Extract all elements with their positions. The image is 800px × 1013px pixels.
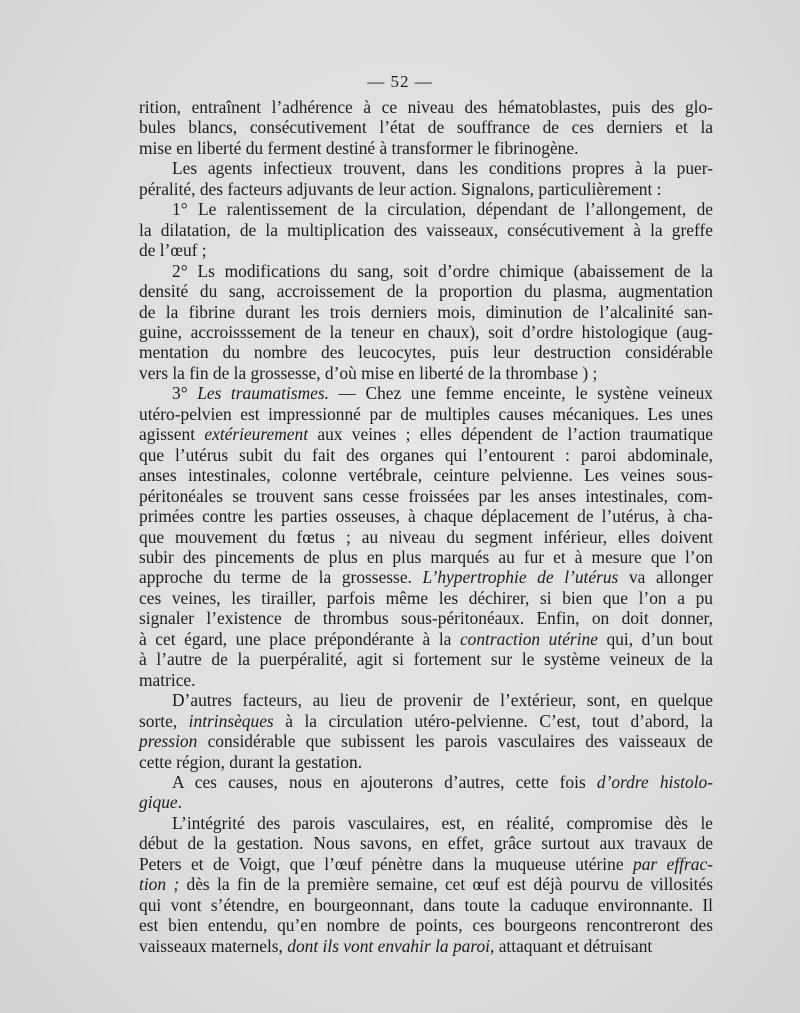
text-line: L’intégrité des parois vasculaires, est, en réalité, compromise dès le xyxy=(172,812,713,833)
text-line: est bien entendu, qu’en nombre de points, ces bourgeons rencontreront des xyxy=(139,915,713,936)
text-line: utéro-pelvien est impressionné par de multiples causes mécaniques. Les unes xyxy=(139,403,713,424)
paragraph-ordre-histologique xyxy=(139,772,713,813)
text-line: que mouvement du fœtus ; au niveau du segment inférieur, elles doivent xyxy=(139,526,713,547)
paragraph-integrite xyxy=(139,813,713,956)
text-line: de la fibrine durant les trois derniers mois, diminution de l’alcalinité san- xyxy=(139,301,713,322)
paragraph-autres-facteurs xyxy=(139,690,713,772)
text-line: 2° Ls modifications du sang, soit d’ordre chimique (abaissement de la xyxy=(172,260,713,281)
italic-phrase: pression xyxy=(139,731,198,752)
italic-phrase: par effrac- xyxy=(633,853,713,874)
text-line: à l’autre de la puerpéralité, agit si fortement sur le système veineux de la xyxy=(139,649,713,670)
italic-phrase: d’ordre histolo- xyxy=(596,771,714,792)
text-line: vers la fin de la grossesse, d’où mise en liberté de la thrombase ) ; xyxy=(139,362,598,383)
paragraph-continuation xyxy=(139,97,713,158)
text-line: début de la gestation. Nous savons, en effet, grâce surtout aux travaux de xyxy=(139,833,713,854)
paragraph-point-1 xyxy=(139,199,713,260)
italic-phrase: contraction utérine xyxy=(459,628,598,649)
italic-phrase: L’hypertrophie de l’utérus xyxy=(422,567,619,588)
italic-phrase: dont ils vont envahir la paroi, xyxy=(287,935,495,956)
paragraph-agents-infectieux xyxy=(139,158,713,199)
text-line: que l’utérus subit du fait des organes qui l’entourent : paroi abdominale, xyxy=(139,444,713,465)
text-line: la dilatation, de la multiplication des vaisseaux, consécutivement à la greffe xyxy=(139,219,713,240)
page-number: — 52 — xyxy=(367,72,433,91)
italic-phrase: tion ; xyxy=(139,874,180,895)
text-line: A ces causes, nous en ajouterons d’autres, cette fois d’ordre histolo- xyxy=(172,771,714,792)
text-line: anses intestinales, colonne vertébrale, ceinture pelvienne. Les veines sous- xyxy=(139,465,713,486)
text-line: approche du terme de la grossesse. L’hypertrophie de l’utérus va allonger xyxy=(139,567,713,588)
text-line: guine, accroisssement de la teneur en chaux), soit d’ordre histologique (aug- xyxy=(139,321,713,342)
text-line: mentation du nombre des leucocytes, puis leur destruction considérable xyxy=(139,342,713,363)
text-line: agissent extérieurement aux veines ; elles dépendent de l’action traumatique xyxy=(139,424,714,445)
body-text xyxy=(139,97,713,956)
text-line: sorte, intrinsèques à la circulation utéro-pelvienne. C’est, tout d’abord, la xyxy=(139,710,713,731)
text-line: 3° Les traumatismes. — Chez une femme enceinte, le systène veineux xyxy=(172,383,713,404)
text-line: ces veines, les tirailler, parfois même les déchirer, si bien que l’on a pu xyxy=(139,587,713,608)
paragraph-point-3 xyxy=(139,383,713,690)
italic-phrase: extérieurement xyxy=(204,424,309,445)
text-line: tion ; dès la fin de la première semaine, cet œuf est déjà pourvu de villosités xyxy=(139,874,713,895)
text-line: densité du sang, accroissement de la proportion du plasma, augmentation xyxy=(139,281,713,302)
text-line: vaisseaux maternels, dont ils vont envahir la paroi, attaquant et détruisant xyxy=(139,935,653,956)
text-line: 1° Le ralentissement de la circulation, dépendant de l’allongement, de xyxy=(172,199,713,220)
text-line: rition, entraînent l’adhérence à ce niveau des hématoblastes, puis des glo- xyxy=(139,97,713,117)
italic-phrase: gique xyxy=(139,792,178,813)
text-line: cette région, durant la gestation. xyxy=(139,751,363,772)
text-line: pression considérable que subissent les parois vasculaires des vaisseaux de xyxy=(139,731,713,752)
text-line: subir des pincements de plus en plus marqués au fur et à mesure que l’on xyxy=(139,546,713,567)
text-line: péritonéales se trouvent sans cesse froissées par les anses intestinales, com- xyxy=(139,485,713,506)
text-line: péralité, des facteurs adjuvants de leur action. Signalons, particulièrement : xyxy=(139,178,662,199)
text-line: matrice. xyxy=(139,669,196,690)
text-line: qui vont s’étendre, en bourgeonnant, dans toute la caduque environnante. Il xyxy=(139,894,713,915)
text-line: bules blancs, consécutivement l’état de souffrance de ces derniers et la xyxy=(139,117,713,138)
text-line: primées contre les parties osseuses, à chaque déplacement de l’utérus, à cha- xyxy=(139,506,713,527)
paragraph-point-2 xyxy=(139,261,713,384)
text-line: signaler l’existence de thrombus sous-péritonéaux. Enfin, on doit donner, xyxy=(139,608,713,629)
italic-phrase: Les traumatismes. xyxy=(197,383,329,404)
text-line: de l’œuf ; xyxy=(139,240,207,261)
text-line: mise en liberté du ferment destiné à transformer le fibrinogène. xyxy=(139,137,579,158)
text-line: gique. xyxy=(139,792,182,813)
text-line: Peters et de Voigt, que l’œuf pénètre dans la muqueuse utérine par effrac- xyxy=(139,853,713,874)
italic-phrase: intrinsèques xyxy=(188,710,274,731)
text-line: Les agents infectieux trouvent, dans les conditions propres à la puer- xyxy=(172,158,713,179)
text-line: à cet égard, une place prépondérante à la contraction utérine qui, d’un bout xyxy=(139,628,713,649)
text-line: D’autres facteurs, au lieu de provenir de l’extérieur, sont, en quelque xyxy=(172,690,713,711)
